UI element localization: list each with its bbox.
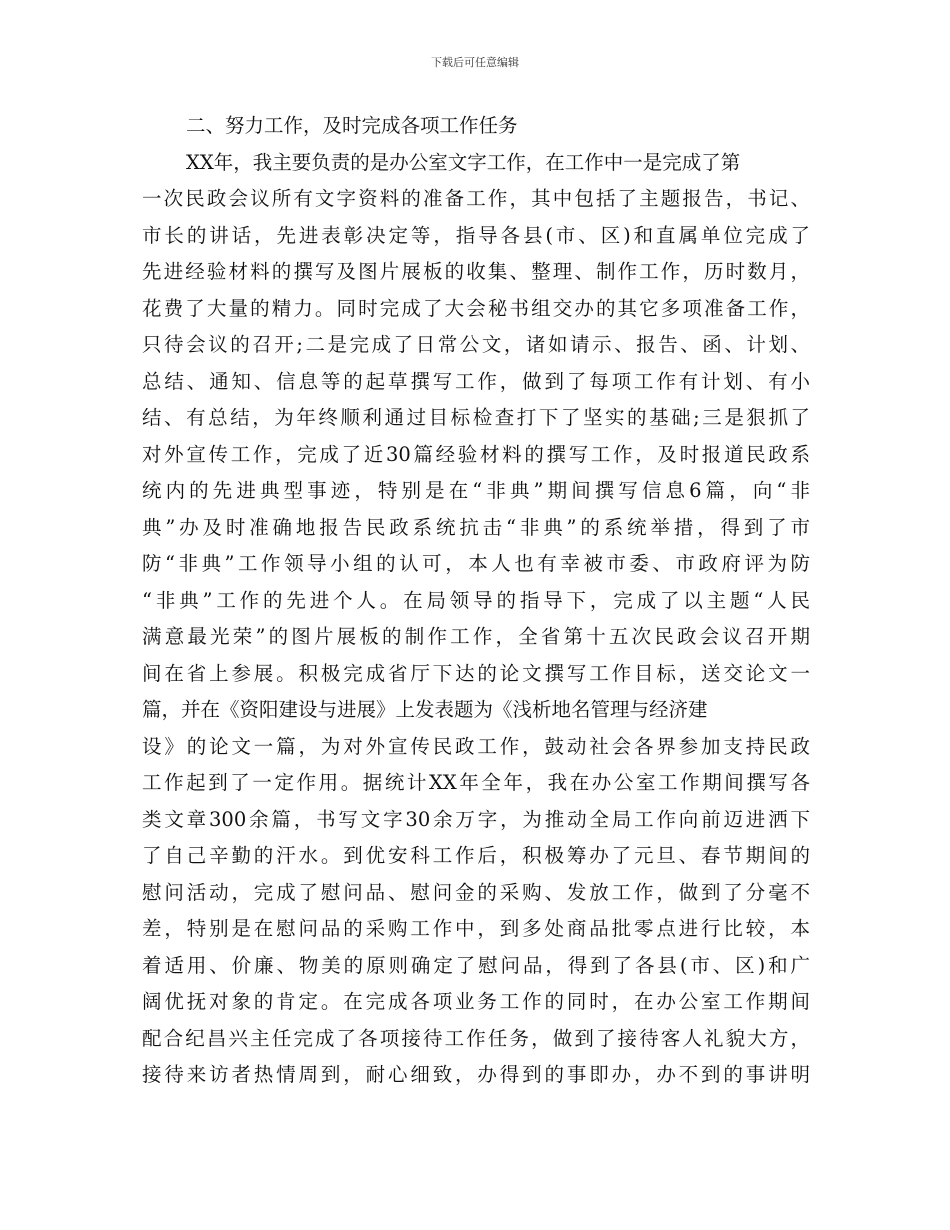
paragraph-line: “非典”工作的先进个人。在局领导的指导下，完成了以主题“人民 <box>142 588 810 612</box>
paragraph-line: 差，特别是在慰问品的采购工作中，到多处商品批零点进行比较，本 <box>142 917 810 940</box>
paragraph-line: 工作起到了一定作用。据统计XX年全年，我在办公室工作期间撰写各 <box>142 771 810 794</box>
paragraph-line: 总结、通知、信息等的起草撰写工作，做到了每项工作有计划、有小 <box>142 369 810 393</box>
paragraph-line: 配合纪昌兴主任完成了各项接待工作任务，做到了接待客人礼貌大方， <box>142 1026 810 1050</box>
paragraph-line: 只待会议的召开;二是完成了日常公文，诸如请示、报告、函、计划、 <box>142 333 810 356</box>
paragraph-line: 统内的先进典型事迹，特别是在“非典”期间撰写信息6篇，向“非 <box>142 479 810 502</box>
paragraph-line: 类文章300余篇，书写文字30余万字，为推动全局工作向前迈进洒下 <box>142 807 810 831</box>
section-heading: 二、努力工作，及时完成各项工作任务 <box>186 114 518 137</box>
paragraph-line: 市长的讲话，先进表彰决定等，指导各县(市、区)和直属单位完成了 <box>142 223 810 247</box>
paragraph-line: 对外宣传工作，完成了近30篇经验材料的撰写工作，及时报道民政系 <box>142 442 810 466</box>
paragraph-line: 满意最光荣”的图片展板的制作工作，全省第十五次民政会议召开期 <box>142 625 810 648</box>
paragraph-line: XX年，我主要负责的是办公室文字工作，在工作中一是完成了第 <box>186 150 741 174</box>
paragraph-line: 先进经验材料的撰写及图片展板的收集、整理、制作工作，历时数月， <box>142 260 810 283</box>
paragraph-line: 花费了大量的精力。同时完成了大会秘书组交办的其它多项准备工作， <box>142 296 810 320</box>
paragraph-line: 典”办及时准确地报告民政系统抗击“非典”的系统举措，得到了市 <box>142 515 810 539</box>
document-body <box>142 108 810 1094</box>
page-header-note: 下载后可任意编辑 <box>431 56 519 69</box>
paragraph-line: 慰问活动，完成了慰问品、慰问金的采购、发放工作，做到了分毫不 <box>142 880 810 904</box>
paragraph-line: 一次民政会议所有文字资料的准备工作，其中包括了主题报告，书记、 <box>142 187 810 210</box>
paragraph-line: 设》的论文一篇，为对外宣传民政工作，鼓动社会各界参加支持民政 <box>142 734 810 758</box>
paragraph-line: 阔优抚对象的肯定。在完成各项业务工作的同时，在办公室工作期间 <box>142 990 810 1013</box>
paragraph-line: 篇，并在《资阳建设与进展》上发表题为《浅析地名管理与经济建 <box>142 698 708 721</box>
paragraph-line: 着适用、价廉、物美的原则确定了慰问品，得到了各县(市、区)和广 <box>142 953 810 977</box>
paragraph-line: 了自己辛勤的汗水。到优安科工作后，积极筹办了元旦、春节期间的 <box>142 844 810 867</box>
paragraph-line: 接待来访者热情周到，耐心细致，办得到的事即办，办不到的事讲明 <box>142 1063 810 1086</box>
paragraph-line: 防“非典”工作领导小组的认可，本人也有幸被市委、市政府评为防 <box>142 552 810 575</box>
paragraph-line: 结、有总结，为年终顺利通过目标检查打下了坚实的基础;三是狠抓了 <box>142 406 810 429</box>
paragraph-line: 间在省上参展。积极完成省厅下达的论文撰写工作目标，送交论文一 <box>142 661 810 685</box>
